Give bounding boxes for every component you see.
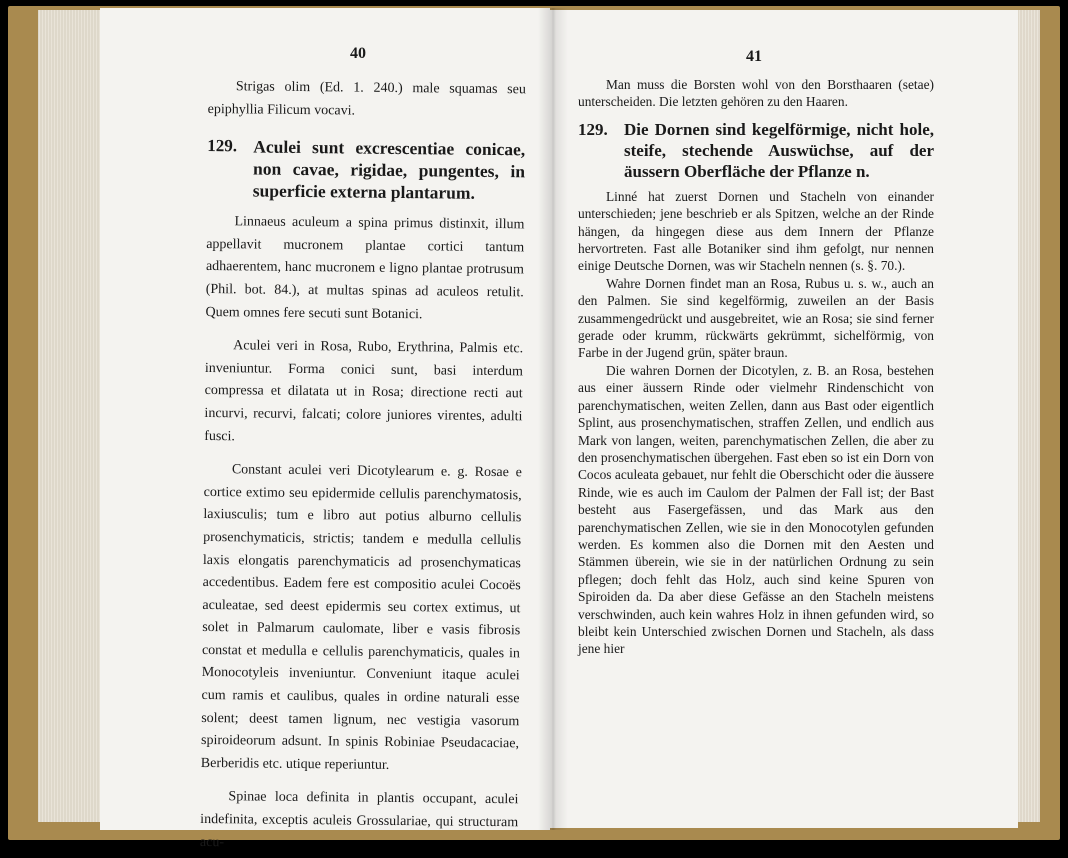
page-body [200,76,526,858]
section-heading [207,135,526,204]
paragraph: Spinae loca definita in plantis occupant, aculei indefinita, exceptis aculeis Grossulariae, qui structuram acu- [199,789,519,850]
page-body [578,76,934,658]
paragraph: Linnaeus aculeum a spina primus distinxit, illum appellavit mucronem plantae cortici tantum adhaerentem, hanc mucronem e ligno plantae protrusum (Phil. bot. 84.), at multas spinas ad aculeos retulit. Quem omnes fere secuti sunt Botanici. [205,214,525,322]
page-edges-left [38,10,102,822]
paragraph: Aculei veri in Rosa, Rubo, Erythrina, Palmis etc. inveniuntur. Forma conici sunt, basi interdum compressa et dilatata ut in Rosa; directione recti aut incurvi, recurvi, falcati; colore juniores virentes, adulti fusci. [204,338,524,444]
section-number: 129. [207,136,238,156]
intro-paragraph: Man muss die Borsten wohl von den Borsthaaren (setae) unterscheiden. Die letzten gehören zu den Haaren. [578,77,934,110]
page-number: 40 [350,45,366,62]
paragraph: Linné hat zuerst Dornen und Stacheln von einander unterschieden; jene beschrieb er als Spitzen, welche an der Rinde hängen, da hingegen diese aus dem Innern der Pflanze hervortreten. Fast alle Botaniker sind ihm gefolgt, nur nennen einige Deutsche Dornen, was wir Stacheln nennen (s. §. 70.). [578,188,934,274]
left-page [100,8,550,850]
section-title: Aculei sunt excrescentiae conicae, non cavae, rigidae, pungentes, in superficie externa plantarum. [252,136,526,203]
book-gutter [538,8,568,830]
section-title: Die Dornen sind kegelförmige, nicht hole, steife, stechende Auswüchse, auf der äussern Oberfläche der Pflanze n. [624,119,934,181]
paragraph: Constant aculei veri Dicotylearum e. g. Rosae e cortice extimo seu epidermide cellulis parenchymatosis, laxiusculis; tum e libro aut potius alburno cellulis prosenchymaticis, strictis; tandem e medulla cellulis laxis elongatis parenchymaticis ad prosenchymaticas accedentibus. Eadem fere est compositio aculei Cocoës aculeatae, sed deest epidermis seu cortex extimus, ut solet in Palmarum caulomate, liber e vasis fibrosis constat et medulla e cellulis parenchymaticis, quales in Monocotyleis inveniuntur. Conveniunt itaque aculei cum ramis et caulibus, quales in ordine naturali esse solent; deest tamen lignum, nec vestigia vasorum spiroideorum adsunt. In spinis Robiniae Pseudacaciae, Berberidis etc. utique reperiuntur. [200,462,522,773]
right-page [550,10,1018,828]
section-number: 129. [578,119,608,139]
paragraph: Die wahren Dornen der Dicotylen, z. B. an Rosa, bestehen aus einer äussern Rinde oder vielmehr Rindenschicht von parenchymatischen, weiten Zellen, dann aus Bast oder eigentlich Splint, aus prosenchymatischen, straffen Zellen, und endlich aus Mark von langen, weiten, parenchymatischen Zellen, die aber zu den prosenchymatischen übergehen. Fast eben so ist ein Dorn von Cocos aculeata gebauet, nur fehlt die Oberschicht oder die äussere Rinde, wie es auch im Caulom der Palmen der Fall ist; der Bast besteht aus Fasergefässen, und das Mark aus den parenchymatischen Zellen, wie sie in den Monocotylen gefunden werden. Es kommen also die Dornen mit den Aesten und Stämmen überein, wie sie in der natürlichen Ordnung zu sein pflegen; doch fehlt das Holz, auch sind keine Spuren von Spiroiden da. Da aber diese Gefässe an den Stacheln meistens verschwinden, auch kein wahres Holz in ihnen gefunden wird, so bleibt kein Unterschied zwischen Dornen und Stacheln, als dass jene hier [578,362,934,657]
section-heading [578,119,934,182]
page-number: 41 [746,48,762,65]
intro-paragraph: Strigas olim (Ed. 1. 240.) male squamas seu epiphyllia Filicum vocavi. [207,79,526,119]
paragraph: Wahre Dornen findet man an Rosa, Rubus u. s. w., auch an den Palmen. Sie sind kegelförmig, zuweilen an der Basis zusammengedrückt und ausgebreitet, wie an Rosa; sie sind ferner gerade oder krumm, rückwärts gekrümmt, sichelförmig, von Farbe in der Jugend grün, später braun. [578,275,934,361]
